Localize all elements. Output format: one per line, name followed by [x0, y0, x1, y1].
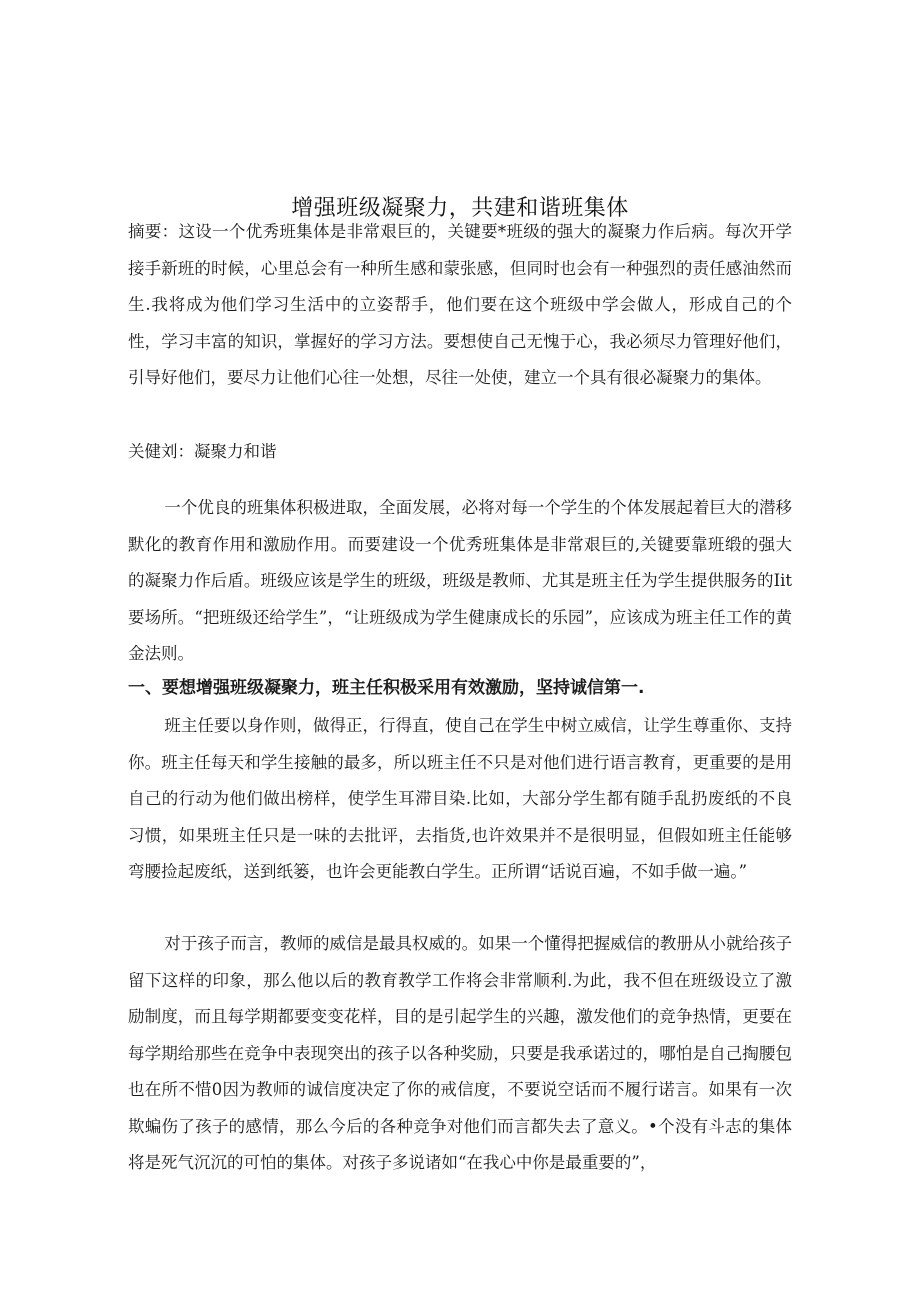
section-heading-1: 一、要想增强班级凝聚力，班主任积极采用有效激励，坚持诚信第一.	[128, 678, 645, 698]
body-paragraph-2: 班主任要以身作则，做得正，行得直，使自己在学生中树立威信，让学生尊重你、支持你。班主任每天和学生接触的最多，所以班主任不只是对他们进行语言教育，更重要的是用自己的行动为他们做出榜样，使学生耳滞目染.比如，大部分学生都有随手乱扔废纸的不良习惯，如果班主任只是一味的去批评，去指货,也许效果并不是很明显，但假如班主任能够弯腰捡起废纸，送到纸篓，也许会更能教白学生。正所谓“话说百遍，不如手做一遍。”	[128, 716, 792, 881]
abstract-paragraph: 摘要：这设一个优秀班集体是非常艰巨的，关键要*班级的强大的凝聚力作后病。每次开学接手新班的时候，心里总会有一种所生感和蒙张感，但同时也会有一种强烈的责任感油然而生.我将成为他们学习生活中的立姿帮手，他们要在这个班级中学会做人，形成自己的个性，学习丰富的知识，掌握好的学习方法。要想使自己无愧于心，我必须尽力管理好他们，引导好他们，要尽力让他们心往一处想，尽往一处使，建立一个具有很必凝聚力的集体。	[128, 222, 792, 387]
keywords-value: 凝聚力和谐	[194, 442, 277, 461]
keywords-line	[128, 434, 792, 470]
intro-paragraph: 一个优良的班集体积极进取，全面发展，必将对每一个学生的个体发展起着巨大的潜移默化的教育作用和激励作用。而要建设一个优秀班集体是非常艰巨的,关键要靠班缎的强大的凝聚力作后盾。班级应该是学生的班级，班级是教师、尤其是班主任为学生提供服务的Iit要场所。“把班级还给学生”，“让班级成为学生健康成长的乐园”，应该成为班主任工作的黄金法则。	[128, 498, 792, 663]
document-title: 增强班级凝聚力，共建和谐班集体	[291, 195, 629, 221]
body-paragraph-3: 对于孩子而言，教师的威信是最具权威的。如果一个懂得把握威信的教册从小就给孩子留下这样的印象，那么他以后的教育教学工作将会非常顺利.为此，我不但在班级设立了激励制度，而且每学期都要变变花样，目的是引起学生的兴趣，激发他们的竞争热情，更要在每学期给那些在竞争中表现突出的孩子以各种奖励，只要是我承诺过的，哪怕是自己掏腰包也在所不惜0因为教师的诚信度决定了你的戒信度，不要说空话而不履行诺言。如果有一次欺蝙伤了孩子的感情，那么今后的各种竞争对他们而言都失去了意义。•个没有斗志的集体将是死气沉沉的可怕的集体。对孩子多说诸如“在我心中你是最重要的”，	[128, 934, 792, 1172]
keywords-label: 关健刘：	[128, 442, 194, 461]
